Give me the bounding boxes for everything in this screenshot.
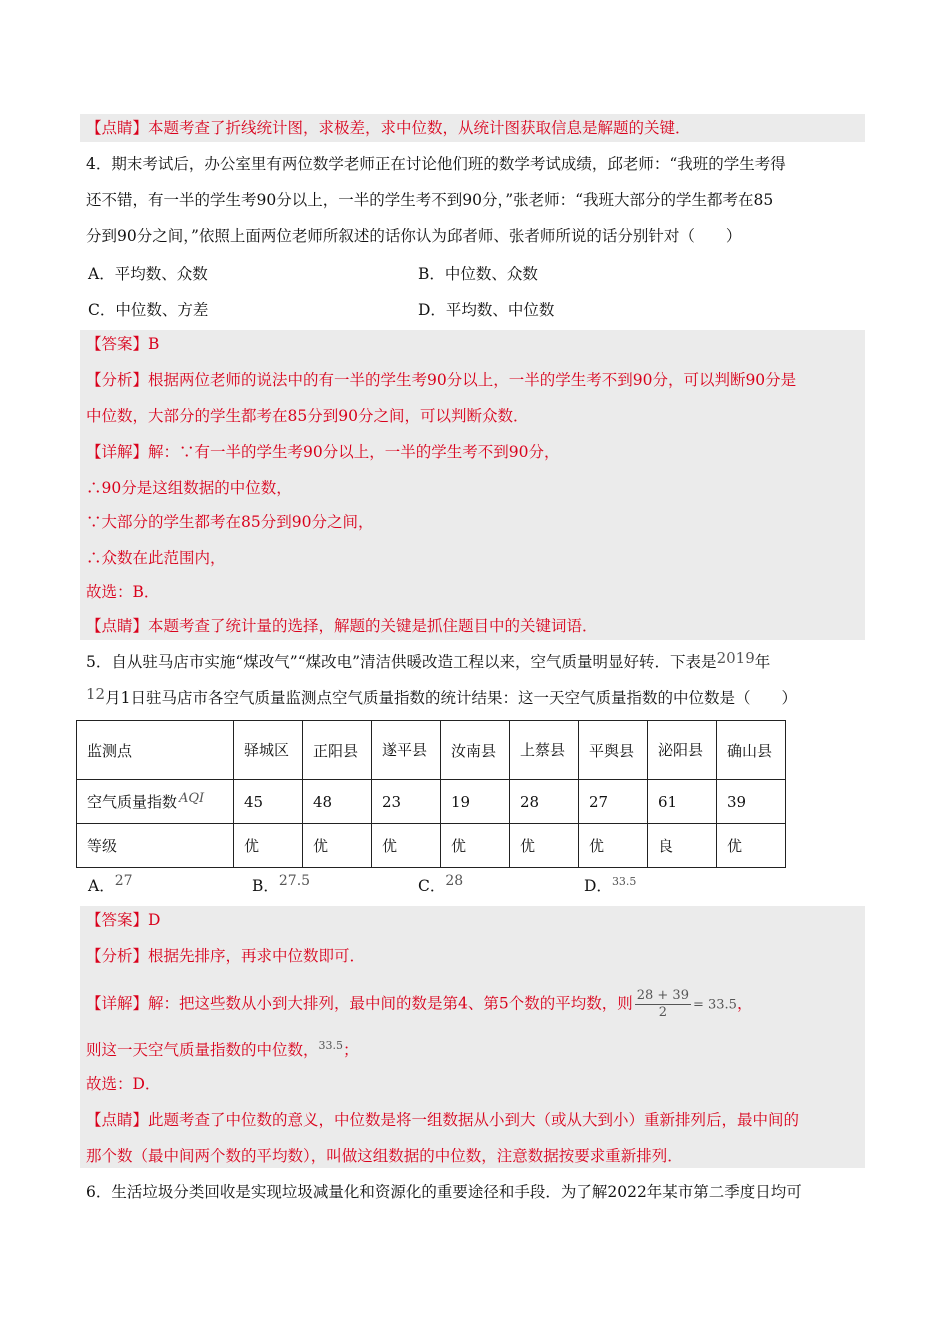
q4-option-b: B．中位数、众数: [418, 265, 538, 283]
q5-detail-line-2-value: 33.5: [318, 1039, 344, 1052]
table-cell: [77, 780, 234, 824]
q5-fraction-denominator: 2: [658, 1005, 667, 1020]
q5-dianjing-line-1: 【点睛】此题考查了中位数的意义，中位数是将一组数据从小到大（或从大到小）重新排列后，最中间的: [86, 1111, 800, 1129]
q5-analysis: 【分析】根据先排序，再求中位数即可．: [86, 947, 366, 965]
table-cell: 监测点: [77, 721, 234, 780]
q5-option-b-value: 27.5: [278, 873, 311, 889]
q3-dianjing: 【点睛】本题考查了折线统计图，求极差，求中位数，从统计图获取信息是解题的关键．: [86, 119, 691, 137]
table-cell: 驿城区: [234, 721, 303, 780]
q5-option-c: [418, 874, 463, 899]
q5-option-c-value: 28: [445, 873, 464, 889]
q4-stem-line-3: 分到90分之间，”依照上面两位老师所叙述的话你认为邱者师、张者师所说的话分别针对（ ）: [86, 227, 742, 245]
table-cell: 汝南县: [441, 721, 510, 780]
table-cell: 确山县: [717, 721, 786, 780]
q5-stem-line-2: [86, 686, 797, 710]
q4-analysis-line-1: 【分析】根据两位老师的说法中的有一半的学生考90分以上，一半的学生考不到90分，可以判断90分是: [86, 371, 797, 389]
q5-dianjing-line-2: 那个数（最中间两个数的平均数），叫做这组数据的中位数，注意数据按要求重新排列．: [86, 1147, 683, 1165]
q5-option-a-label: A．: [88, 877, 115, 895]
q4-stem-line-2: 还不错，有一半的学生考90分以上，一半的学生考不到90分，”张老师：“我班大部分的学生都考在85: [86, 191, 774, 209]
q5-detail-line-3: 故选：D．: [86, 1075, 161, 1093]
table-cell: 遂平县: [372, 721, 441, 780]
table-cell: 上蔡县: [510, 721, 579, 780]
q4-detail-line-4: ∴众数在此范围内，: [86, 549, 226, 567]
table-cell: 61: [648, 780, 717, 824]
q4-answer: 【答案】B: [86, 335, 160, 353]
q4-stem-line-1: 4．期末考试后，办公室里有两位数学老师正在讨论他们班的数学考试成绩，邱老师：“我班的学生考得: [86, 155, 786, 173]
table-cell: 优: [510, 824, 579, 868]
q4-option-a: A．平均数、众数: [88, 265, 208, 283]
q5-detail-line-2-end: ；: [343, 1041, 359, 1059]
q5-option-a: [88, 874, 133, 899]
table-cell: 23: [372, 780, 441, 824]
table-cell: 27: [579, 780, 648, 824]
q4-detail-line-1: 【详解】解：∵有一半的学生考90分以上，一半的学生考不到90分，: [86, 443, 560, 461]
q5-option-b-label: B．: [252, 877, 279, 895]
q5-stem-line-2-text: 月1日驻马店市各空气质量监测点空气质量指数的统计结果：这一天空气质量指数的中位数是（ ）: [105, 689, 797, 707]
q5-stem-line-1-text: 5．自从驻马店市实施“煤改气”“煤改电”清洁供暖改造工程以来，空气质量明显好转．下表是: [86, 653, 717, 671]
q5-stem-line-1: [86, 650, 770, 674]
table-cell: 19: [441, 780, 510, 824]
q4-detail-line-5: 故选：B．: [86, 583, 160, 601]
aqi-label: 空气质量指数: [87, 793, 178, 811]
table-cell: 等级: [77, 824, 234, 868]
q5-option-d-label: D．: [584, 877, 612, 895]
q5-option-c-label: C．: [418, 877, 446, 895]
q5-detail-line-2: [86, 1038, 359, 1064]
q4-option-d: D．平均数、中位数: [418, 301, 555, 319]
q5-option-a-value: 27: [114, 873, 133, 889]
table-cell: 48: [303, 780, 372, 824]
table-cell: 优: [303, 824, 372, 868]
table-row-grade: [77, 824, 786, 868]
q5-detail-line-2-text: 则这一天空气质量指数的中位数，: [86, 1041, 319, 1059]
q5-detail-line-1-text: 【详解】解：把这些数从小到大排列，最中间的数是第4、第5个数的平均数，则: [86, 994, 633, 1013]
table-cell: 优: [441, 824, 510, 868]
q4-detail-line-2: ∴90分是这组数据的中位数，: [86, 479, 292, 497]
q5-year: 2019: [716, 649, 755, 667]
q5-option-d-value: 33.5: [611, 875, 637, 888]
aqi-symbol: AQI: [179, 791, 205, 806]
q4-dianjing: 【点睛】本题考查了统计量的选择，解题的关键是抓住题目中的关键词语．: [86, 617, 598, 635]
table-row-aqi: [77, 780, 786, 824]
table-cell: 39: [717, 780, 786, 824]
q5-month: 12: [86, 685, 106, 703]
q5-year-suffix: 年: [754, 653, 771, 671]
table-cell: 优: [234, 824, 303, 868]
table-cell: 45: [234, 780, 303, 824]
table-cell: 优: [372, 824, 441, 868]
table-cell: 正阳县: [303, 721, 372, 780]
q5-detail-line-1-end: ，: [736, 994, 753, 1013]
table-cell: 28: [510, 780, 579, 824]
q5-fraction-numerator: 28 + 39: [636, 988, 689, 1003]
table-cell: 泌阳县: [648, 721, 717, 780]
q5-option-d: [584, 874, 636, 900]
table-cell: 优: [579, 824, 648, 868]
table-cell: 良: [648, 824, 717, 868]
q4-option-c: C．中位数、方差: [88, 301, 209, 319]
q5-fraction-result: = 33.5: [692, 997, 737, 1013]
q5-detail-line-1: [86, 988, 752, 1021]
q5-fraction: [635, 988, 691, 1021]
q4-analysis-line-2: 中位数，大部分的学生都考在85分到90分之间，可以判断众数．: [86, 407, 529, 425]
q4-detail-line-3: ∵大部分的学生都考在85分到90分之间，: [86, 513, 374, 531]
aqi-table: [76, 720, 786, 868]
table-header-row: [77, 721, 786, 780]
table-cell: 优: [717, 824, 786, 868]
q5-answer: 【答案】D: [86, 911, 161, 929]
q5-option-b: [252, 874, 310, 899]
q6-stem-line-1: 6．生活垃圾分类回收是实现垃圾减量化和资源化的重要途径和手段．为了解2022年某市第二季度日均可: [86, 1183, 802, 1201]
table-cell: 平舆县: [579, 721, 648, 780]
